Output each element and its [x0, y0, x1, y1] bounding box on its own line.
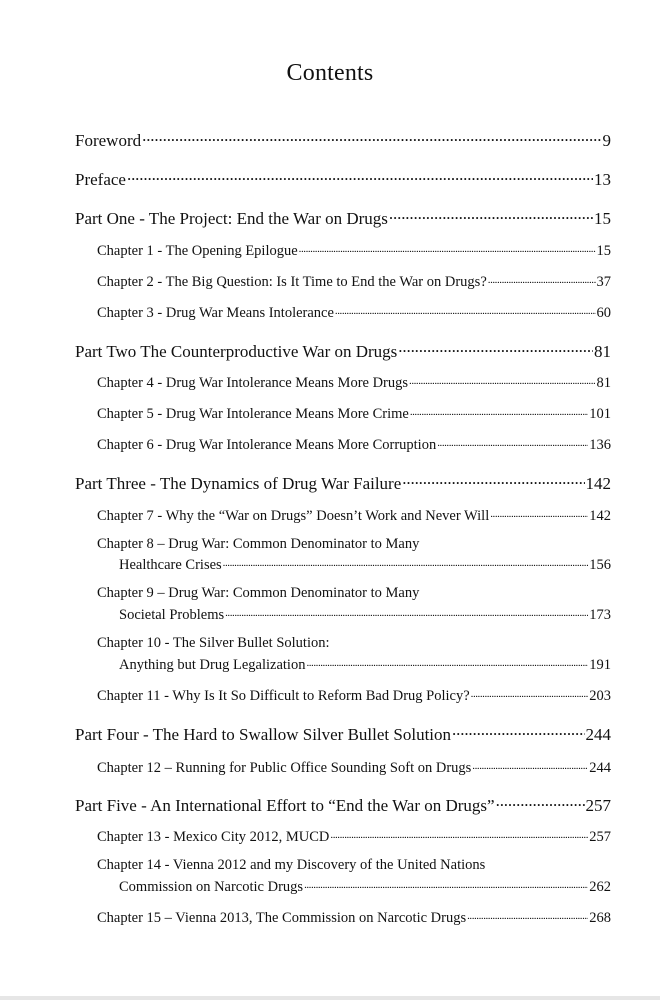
toc-page-number: 81 [594, 342, 611, 361]
dot-leader [402, 472, 584, 489]
dot-leader [306, 654, 588, 669]
toc-entry-chapter-14-line1: Chapter 14 - Vienna 2012 and my Discovery of the United Nations [97, 857, 486, 873]
toc-entry-part-five [75, 794, 611, 816]
toc-entry-chapter-7 [97, 505, 611, 525]
toc-page-number: 156 [589, 556, 611, 573]
dot-leader [490, 505, 588, 520]
toc-entry-chapter-9 [119, 604, 611, 624]
toc-label: Part Three - The Dynamics of Drug War Failure [75, 474, 402, 493]
toc-label: Part Four - The Hard to Swallow Silver Bullet Solution [75, 725, 452, 744]
dot-leader [335, 302, 596, 317]
toc-entry-chapter-14 [119, 876, 611, 896]
toc-entry-chapter-6 [97, 434, 611, 454]
toc-label: Preface [75, 170, 126, 189]
toc-entry-chapter-5 [97, 403, 611, 423]
toc-label: Part Five - An International Effort to “End the War on Drugs” [75, 796, 495, 815]
toc-page-number: 15 [596, 242, 611, 259]
toc-entry-part-one [75, 207, 611, 229]
toc-page-number: 13 [594, 170, 611, 189]
toc-page-number: 142 [589, 507, 611, 524]
toc-page-number: 191 [589, 656, 611, 673]
toc-page-number: 173 [589, 606, 611, 623]
toc-label: Chapter 5 - Drug War Intolerance Means More Crime [97, 405, 409, 422]
toc-page-number: 257 [589, 828, 611, 845]
dot-leader [330, 826, 588, 841]
dot-leader [488, 271, 596, 286]
toc-entry-chapter-15 [97, 907, 611, 927]
toc-page-number: 244 [589, 759, 611, 776]
toc-label: Anything but Drug Legalization [119, 656, 306, 673]
dot-leader [389, 207, 593, 224]
dot-leader [437, 434, 588, 449]
toc-entry-preface [75, 168, 611, 190]
dot-leader [409, 372, 595, 387]
dot-leader [452, 723, 584, 740]
toc-label: Chapter 6 - Drug War Intolerance Means More Corruption [97, 436, 437, 453]
dot-leader [304, 876, 588, 891]
dot-leader [299, 240, 596, 255]
toc-entry-chapter-10 [119, 654, 611, 674]
dot-leader [225, 604, 588, 619]
toc-entry-part-three [75, 472, 611, 494]
toc-entry-chapter-3 [97, 302, 611, 322]
dot-leader [410, 403, 588, 418]
toc-entry-chapter-1 [97, 240, 611, 260]
toc-label: Chapter 13 - Mexico City 2012, MUCD [97, 828, 330, 845]
toc-page-number: 142 [585, 474, 611, 493]
toc-label: Chapter 4 - Drug War Intolerance Means More Drugs [97, 374, 409, 391]
toc-label: Part Two The Counterproductive War on Drugs [75, 342, 398, 361]
toc-entry-part-four [75, 723, 611, 745]
toc-entry-chapter-2 [97, 271, 611, 291]
toc-page-number: 9 [602, 131, 611, 150]
toc-label: Chapter 11 - Why Is It So Difficult to Reform Bad Drug Policy? [97, 687, 470, 704]
toc-page-number: 81 [596, 374, 611, 391]
toc-label: Chapter 2 - The Big Question: Is It Time to End the War on Drugs? [97, 273, 487, 290]
toc-page-number: 262 [589, 878, 611, 895]
toc-page-number: 60 [596, 304, 611, 321]
toc-entry-chapter-4 [97, 372, 611, 392]
page-title: Contents [286, 60, 374, 86]
toc-page-number: 15 [594, 209, 611, 228]
dot-leader [496, 794, 585, 811]
toc-label: Chapter 1 - The Opening Epilogue [97, 242, 298, 259]
toc-page-number: 101 [589, 405, 611, 422]
dot-leader [223, 554, 589, 569]
toc-page-number: 203 [589, 687, 611, 704]
bottom-divider [0, 996, 660, 1000]
toc-entry-part-two [75, 340, 611, 362]
toc-label: Foreword [75, 131, 142, 150]
dot-leader [472, 757, 588, 772]
toc-label: Chapter 7 - Why the “War on Drugs” Doesn’t Work and Never Will [97, 507, 490, 524]
dot-leader [467, 907, 588, 922]
toc-entry-chapter-11 [97, 685, 611, 705]
toc-label: Chapter 12 – Running for Public Office Sounding Soft on Drugs [97, 759, 472, 776]
dot-leader [398, 340, 593, 357]
toc-label: Chapter 15 – Vienna 2013, The Commission on Narcotic Drugs [97, 909, 467, 926]
toc-entry-chapter-13 [97, 826, 611, 846]
dot-leader [142, 129, 601, 146]
dot-leader [127, 168, 593, 185]
toc-entry-chapter-9-line1: Chapter 9 – Drug War: Common Denominator to Many [97, 585, 420, 601]
toc-label: Chapter 3 - Drug War Means Intolerance [97, 304, 334, 321]
toc-label: Healthcare Crises [119, 556, 222, 573]
toc-page-number: 136 [589, 436, 611, 453]
toc-label: Part One - The Project: End the War on Drugs [75, 209, 388, 228]
toc-entry-chapter-12 [97, 757, 611, 777]
toc-page-number: 268 [589, 909, 611, 926]
toc-entry-chapter-8 [119, 554, 611, 574]
toc-entry-foreword [75, 129, 611, 151]
toc-page-number: 37 [596, 273, 611, 290]
toc-entry-chapter-10-line1: Chapter 10 - The Silver Bullet Solution: [97, 635, 330, 651]
toc-page-number: 244 [585, 725, 611, 744]
toc-entry-chapter-8-line1: Chapter 8 – Drug War: Common Denominator to Many [97, 536, 420, 552]
toc-label: Societal Problems [119, 606, 225, 623]
dot-leader [471, 685, 589, 700]
toc-page-number: 257 [585, 796, 611, 815]
toc-label: Commission on Narcotic Drugs [119, 878, 304, 895]
